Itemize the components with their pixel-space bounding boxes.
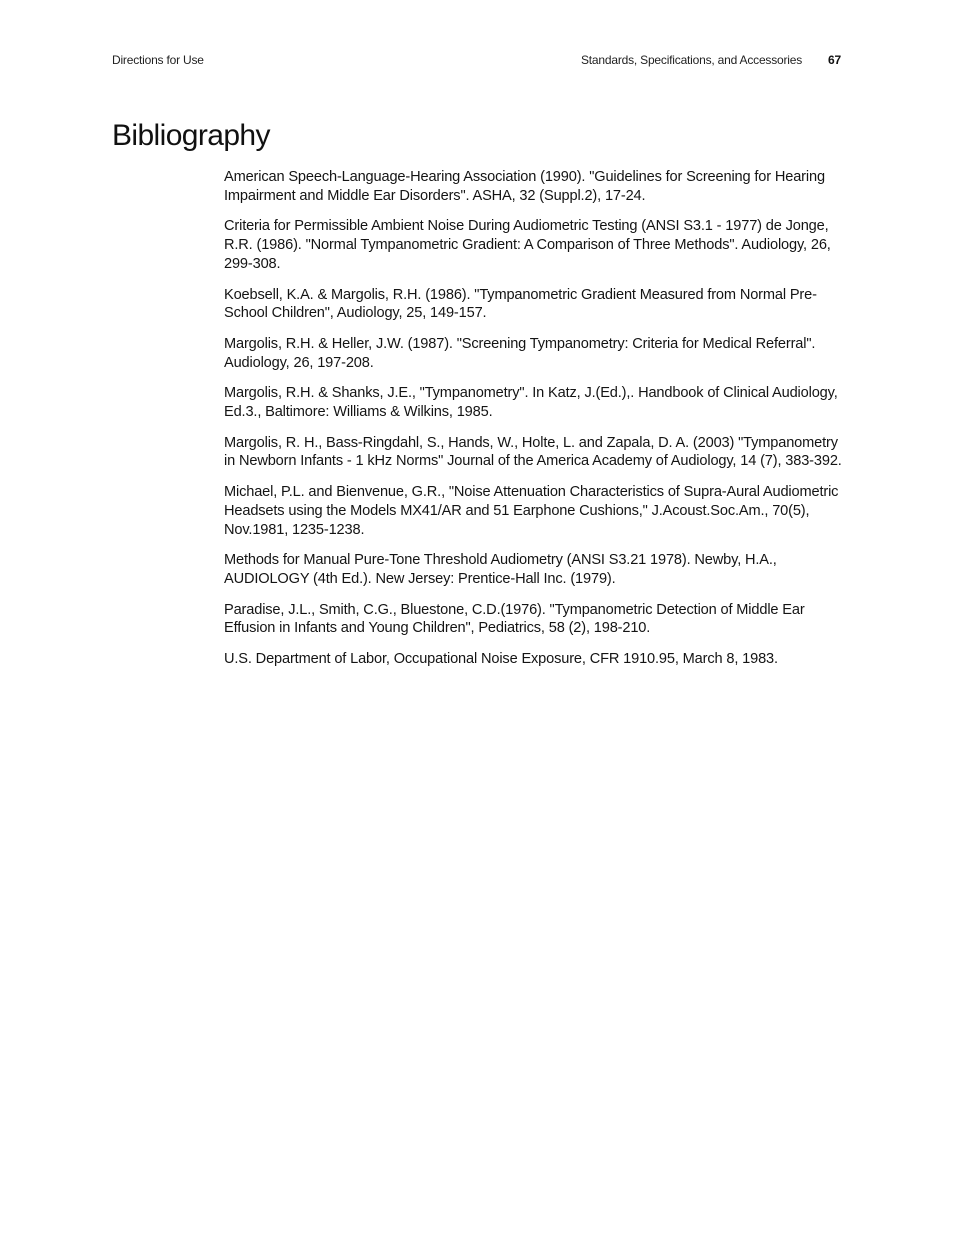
page-number: 67	[828, 53, 841, 67]
bibliography-entry: Criteria for Permissible Ambient Noise During Audiometric Testing (ANSI S3.1 - 1977) de Jonge, R.R. (1986). "Normal Tympanometric Gradient: A Comparison of Three Methods". Audiology, 26, 299-308.	[224, 218, 831, 272]
running-header-right	[581, 53, 841, 67]
bibliography-entry: Paradise, J.L., Smith, C.G., Bluestone, C.D.(1976). "Tympanometric Detection of Middle Ear Effusion in Infants and Young Children", Pediatrics, 58 (2), 198-210.	[224, 601, 805, 637]
bibliography-list	[224, 168, 842, 681]
page-title: Bibliography	[112, 119, 270, 152]
bibliography-entry: Koebsell, K.A. & Margolis, R.H. (1986). "Tympanometric Gradient Measured from Normal Pre-School Children", Audiology, 25, 149-157.	[224, 286, 817, 322]
bibliography-entry: Michael, P.L. and Bienvenue, G.R., "Noise Attenuation Characteristics of Supra-Aural Audiometric Headsets using the Models MX41/AR and 51 Earphone Cushions," J.Acoust.Soc.Am., 70(5), Nov.1981, 1235-1238.	[224, 484, 839, 538]
running-header-section: Standards, Specifications, and Accessories	[580, 53, 803, 67]
bibliography-entry: Margolis, R.H. & Shanks, J.E., "Tympanometry". In Katz, J.(Ed.),. Handbook of Clinical Audiology, Ed.3., Baltimore: Williams & Wilkins, 1985.	[224, 385, 838, 421]
bibliography-entry: Margolis, R. H., Bass-Ringdahl, S., Hands, W., Holte, L. and Zapala, D. A. (2003) "Tympanometry in Newborn Infants - 1 kHz Norms" Journal of the America Academy of Audiology, 14 (7), 383-392.	[224, 434, 842, 470]
running-header-document-title: Directions for Use	[112, 53, 204, 67]
bibliography-entry: U.S. Department of Labor, Occupational Noise Exposure, CFR 1910.95, March 8, 1983.	[224, 651, 778, 668]
bibliography-entry: Margolis, R.H. & Heller, J.W. (1987). "Screening Tympanometry: Criteria for Medical Referral". Audiology, 26, 197-208.	[224, 335, 816, 371]
bibliography-entry: American Speech-Language-Hearing Association (1990). "Guidelines for Screening for Hearing Impairment and Middle Ear Disorders". ASHA, 32 (Suppl.2), 17-24.	[224, 169, 825, 204]
bibliography-entry: Methods for Manual Pure-Tone Threshold Audiometry (ANSI S3.21 1978). Newby, H.A., AUDIOLOGY (4th Ed.). New Jersey: Prentice-Hall Inc. (1979).	[224, 552, 777, 587]
